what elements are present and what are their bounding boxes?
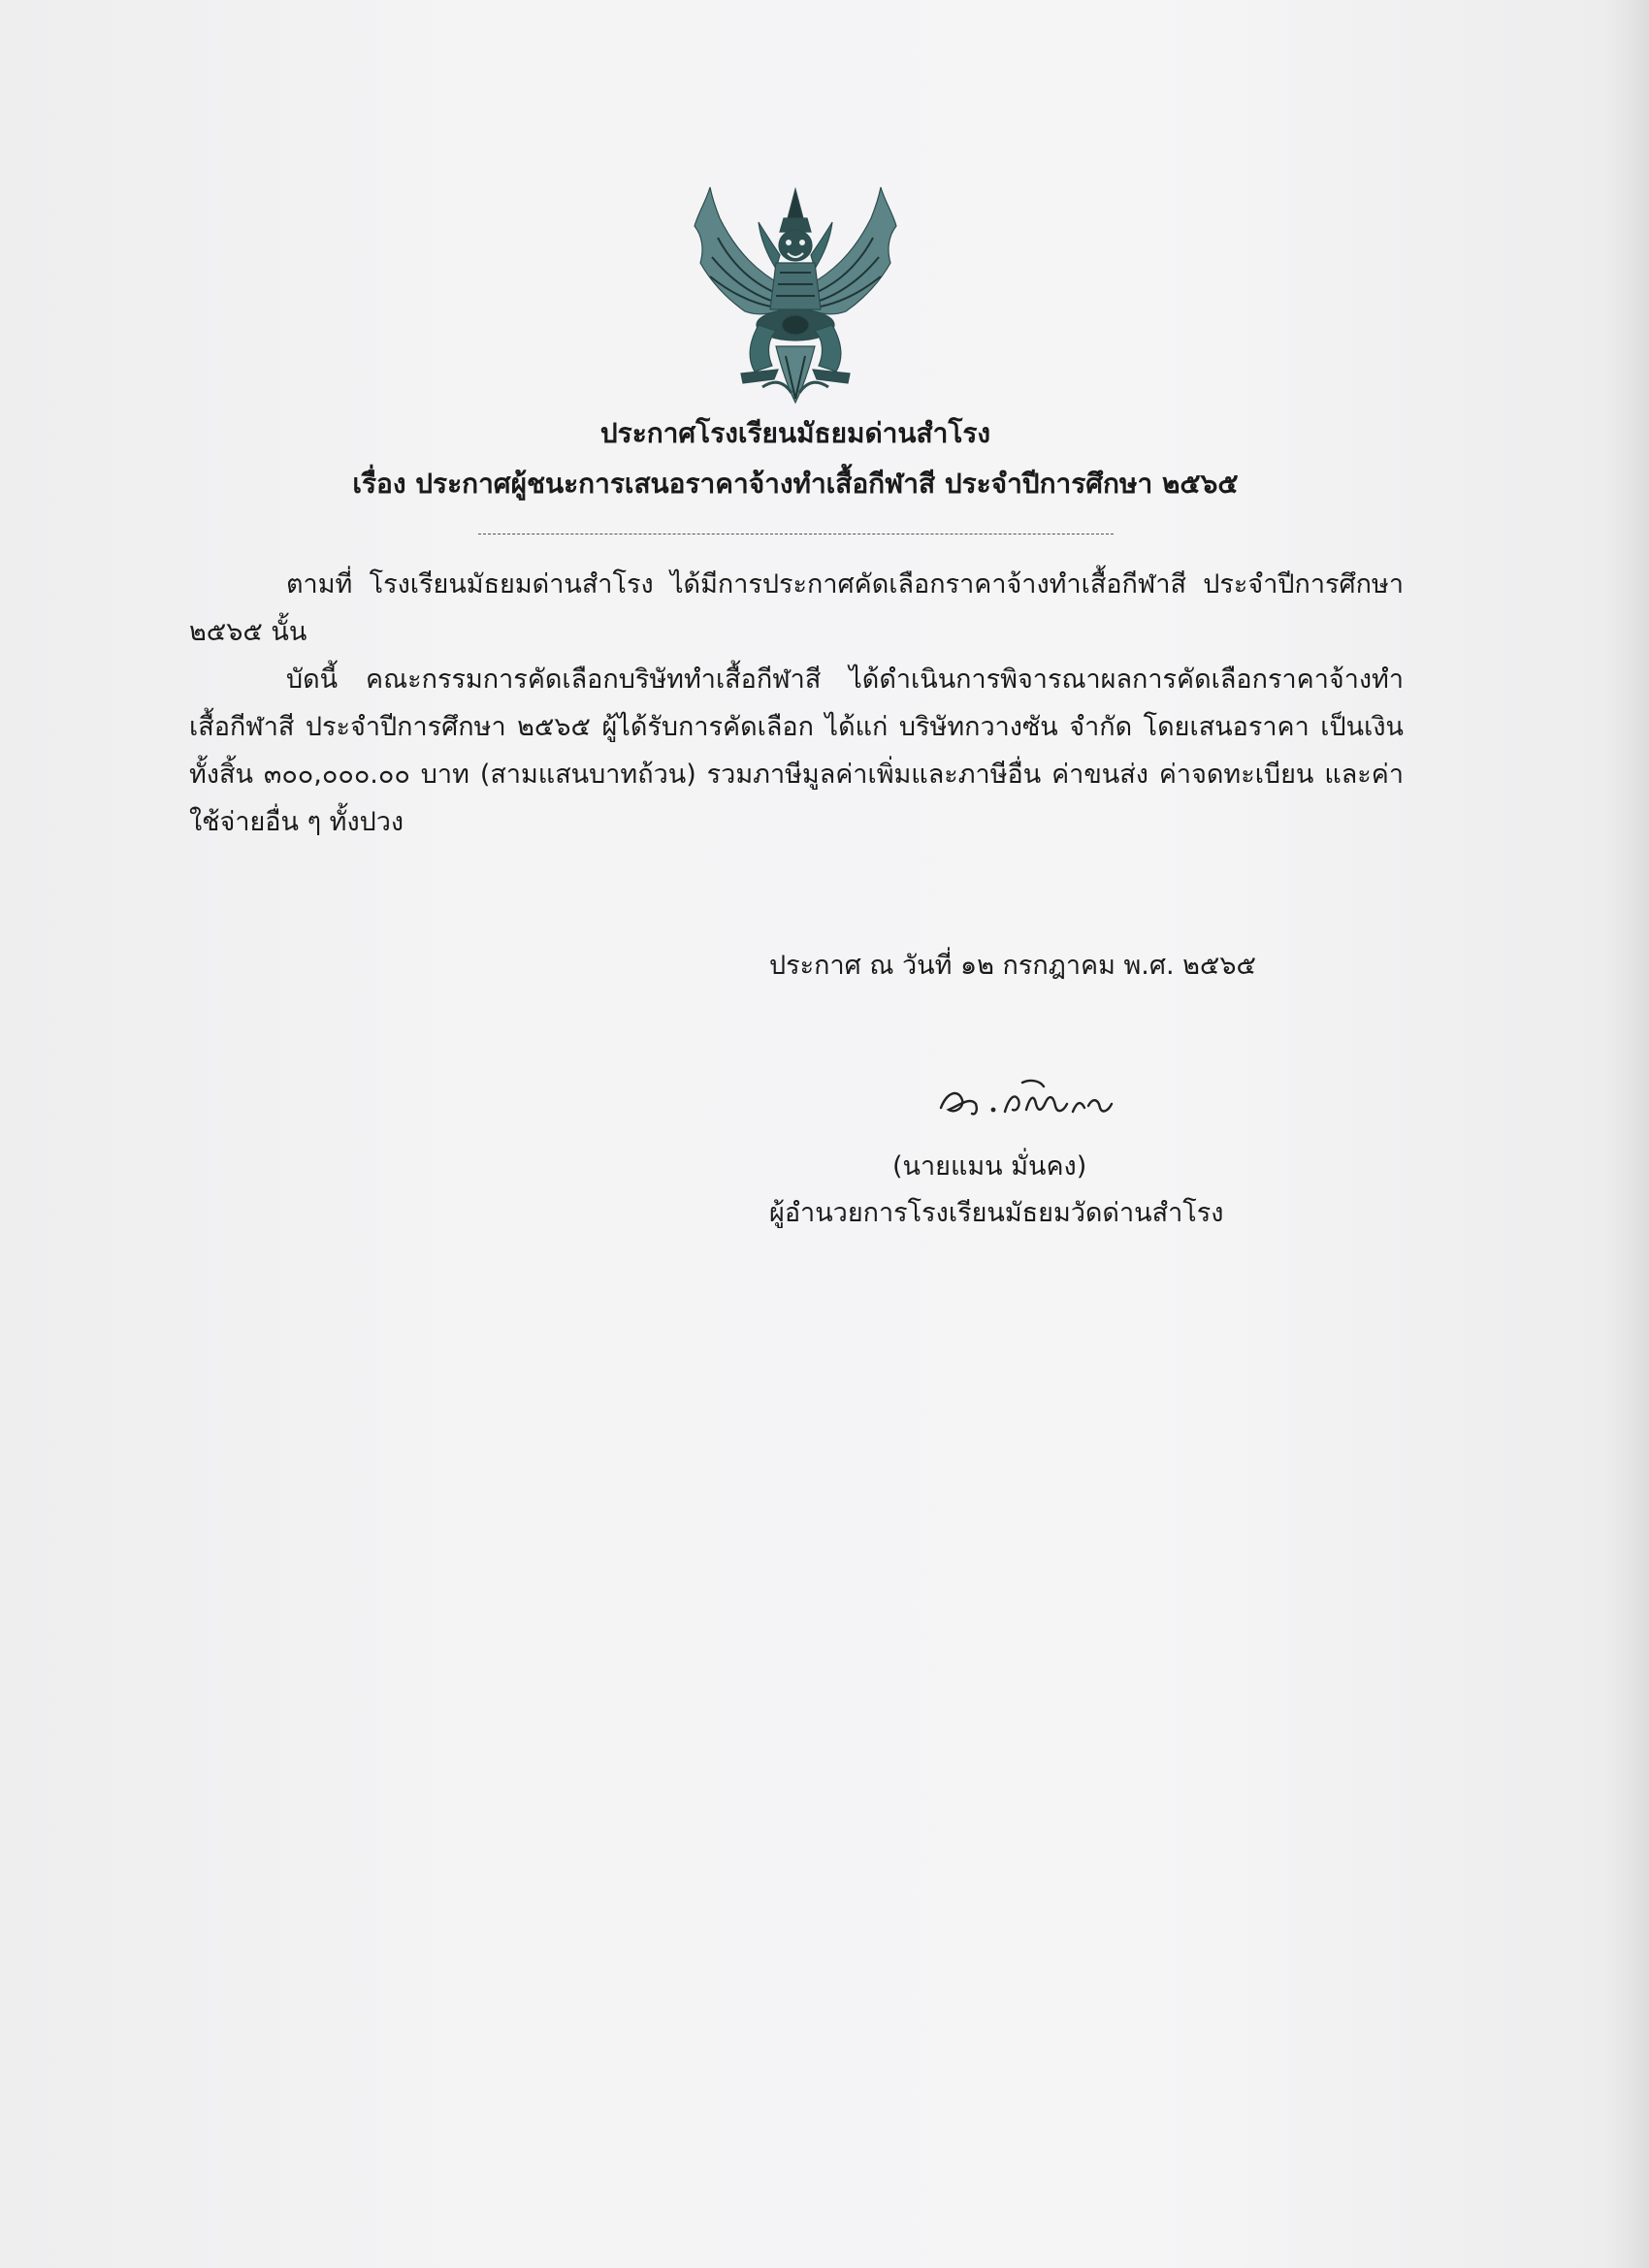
signer-title: ผู้อำนวยการโรงเรียนมัธยมวัดด่านสำโรง (769, 1198, 1224, 1228)
title-divider (478, 534, 1114, 535)
announcement-date: ประกาศ ณ วันที่ ๑๒ กรกฎาคม พ.ศ. ๒๕๖๕ (769, 951, 1256, 981)
signer-name: (นายแมน มั่นคง) (892, 1151, 1087, 1182)
page-edge-shadow (1604, 0, 1649, 2268)
handwritten-signature (933, 1067, 1127, 1125)
body-paragraph-2: บัดนี้ คณะกรรมการคัดเลือกบริษัททำเสื้อกีฬาสี ได้ดำเนินการพิจารณาผลการคัดเลือกราคาจ้างทำเสื้อกีฬาสี ประจำปีการศึกษา ๒๕๖๕ ผู้ได้รับการคัดเลือก ได้แก่ บริษัทกวางซัน จำกัด โดยเสนอราคา เป็นเงินทั้งสิ้น ๓๐๐,๐๐๐.๐๐ บาท (สามแสนบาทถ้วน) รวมภาษีมูลค่าเพิ่มและภาษีอื่น ค่าขนส่ง ค่าจดทะเบียน และค่าใช้จ่ายอื่น ๆ ทั้งปวง (189, 664, 1404, 837)
announcement-subject: เรื่อง ประกาศผู้ชนะการเสนอราคาจ้างทำเสื้อกีฬาสี ประจำปีการศึกษา ๒๕๖๕ (352, 468, 1239, 500)
announcement-title: ประกาศโรงเรียนมัธยมด่านสำโรง (599, 417, 991, 449)
body-paragraph-1: ตามที่ โรงเรียนมัธยมด่านสำโรง ได้มีการประกาศคัดเลือกราคาจ้างทำเสื้อกีฬาสี ประจำปีการศึกษา ๒๕๖๕ นั้น (189, 569, 1404, 647)
garuda-emblem-icon (691, 179, 900, 405)
